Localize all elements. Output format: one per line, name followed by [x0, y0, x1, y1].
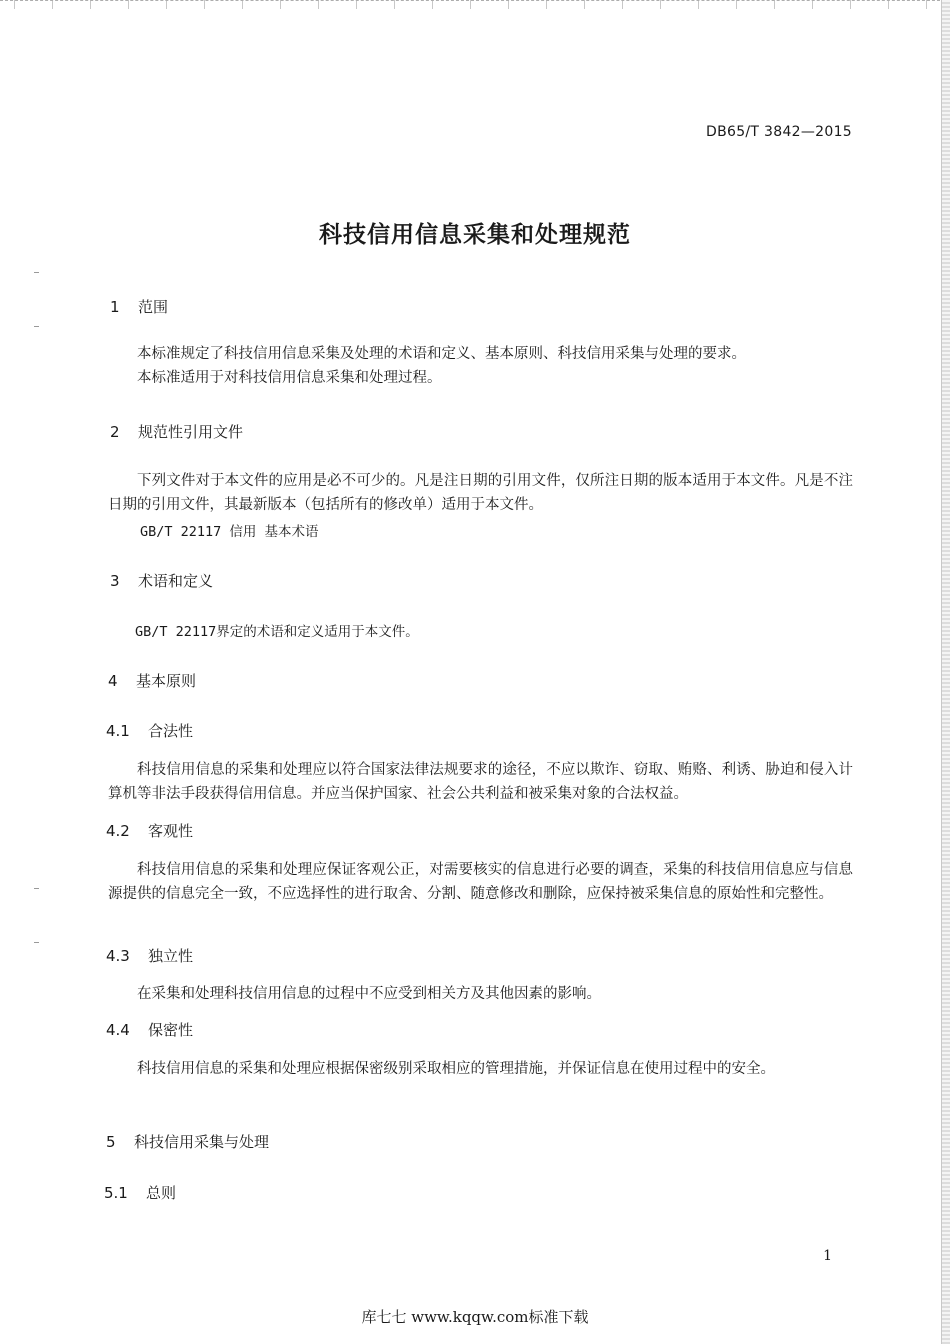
paragraph: 科技信用信息的采集和处理应以符合国家法律法规要求的途径，不应以欺诈、窃取、贿赂、利诱、胁迫和侵入计算机等非法手段获得信用信息。并应当保护国家、社会公共利益和被采集对象的合法权益。 [108, 762, 853, 802]
subsection-number: 5.1 [104, 1184, 128, 1202]
standard-number: DB65/T 3842—2015 [706, 124, 852, 140]
scan-artifact-right [941, 0, 950, 1344]
footer-watermark: 库七七 www.kqqw.com标准下载 [361, 1308, 589, 1326]
paragraph: 在采集和处理科技信用信息的过程中不应受到相关方及其他因素的影响。 [137, 986, 601, 1002]
section-title: 规范性引用文件 [138, 423, 244, 441]
scan-mark [34, 942, 39, 943]
subsection-heading-4-4 [106, 1019, 193, 1040]
paragraph: 本标准规定了科技信用信息采集及处理的术语和定义、基本原则、科技信用采集与处理的要求。 [137, 346, 746, 362]
section-heading-5 [106, 1131, 269, 1152]
subsection-title: 总则 [146, 1184, 177, 1202]
subsection-heading-4-3 [106, 945, 193, 966]
subsection-heading-5-1 [104, 1182, 176, 1203]
subsection-number: 4.4 [106, 1021, 130, 1039]
subsection-heading-4-1 [106, 720, 193, 741]
scan-mark [34, 888, 39, 889]
scan-mark [34, 272, 39, 273]
section-number: 1 [110, 298, 120, 316]
subsection-number: 4.2 [106, 822, 130, 840]
section-title: 科技信用采集与处理 [134, 1133, 270, 1151]
section-number: 2 [110, 423, 120, 441]
section-number: 4 [108, 672, 118, 690]
page-number: 1 [823, 1248, 832, 1264]
subsection-number: 4.3 [106, 947, 130, 965]
document-title: 科技信用信息采集和处理规范 [319, 222, 631, 248]
section-heading-1 [110, 296, 168, 317]
section-title: 基本原则 [136, 672, 197, 690]
paragraph: GB/T 22117界定的术语和定义适用于本文件。 [135, 624, 419, 640]
paragraph: 本标准适用于对科技信用信息采集和处理过程。 [137, 370, 442, 386]
subsection-title: 保密性 [148, 1021, 194, 1039]
paragraph: 科技信用信息的采集和处理应根据保密级别采取相应的管理措施，并保证信息在使用过程中的安全。 [137, 1061, 775, 1077]
subsection-title: 客观性 [148, 822, 194, 840]
paragraph: 下列文件对于本文件的应用是必不可少的。凡是注日期的引用文件，仅所注日期的版本适用于本文件。凡是不注日期的引用文件，其最新版本（包括所有的修改单）适用于本文件。 [108, 473, 853, 513]
subsection-heading-4-2 [106, 820, 193, 841]
section-heading-3 [110, 570, 213, 591]
section-title: 范围 [138, 298, 169, 316]
subsection-number: 4.1 [106, 722, 130, 740]
section-heading-4 [108, 670, 196, 691]
section-title: 术语和定义 [138, 572, 214, 590]
section-number: 5 [106, 1133, 116, 1151]
section-heading-2 [110, 421, 243, 442]
section-number: 3 [110, 572, 120, 590]
normative-reference: GB/T 22117 信用 基本术语 [140, 524, 319, 540]
subsection-title: 独立性 [148, 947, 194, 965]
subsection-title: 合法性 [148, 722, 194, 740]
scan-artifact-top [0, 0, 950, 9]
paragraph: 科技信用信息的采集和处理应保证客观公正，对需要核实的信息进行必要的调查，采集的科技信用信息应与信息源提供的信息完全一致，不应选择性的进行取舍、分割、随意修改和删除，应保持被采集信息的原始性和完整性。 [108, 862, 853, 902]
scan-mark [34, 326, 39, 327]
